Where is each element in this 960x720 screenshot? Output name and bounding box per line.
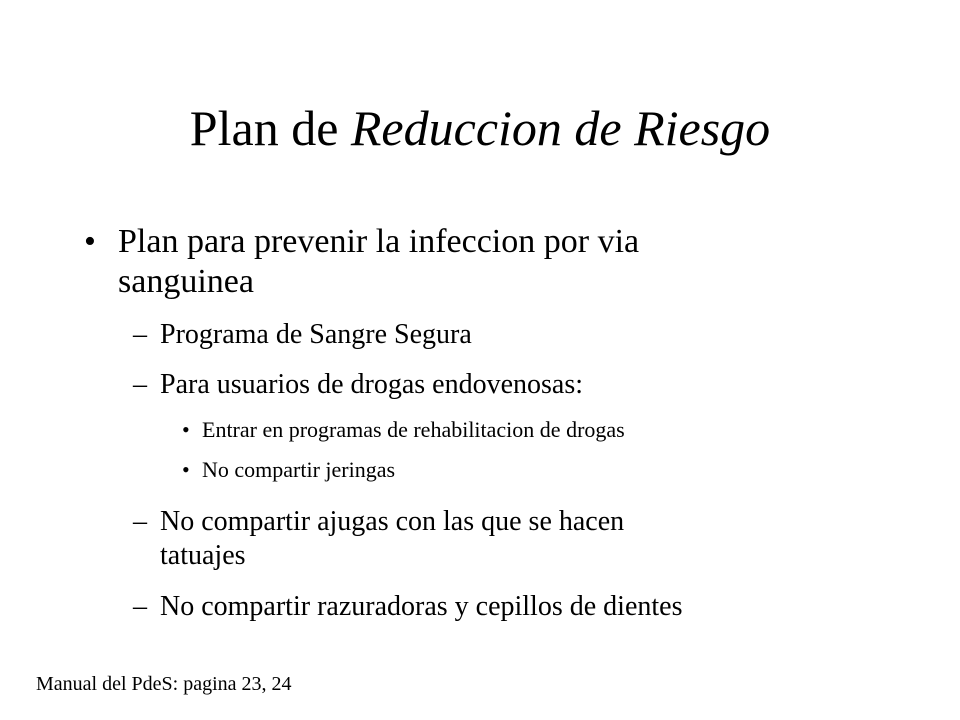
bullet-text-line: Plan para prevenir la infeccion por via <box>118 223 640 260</box>
sub-sub-bullet-text: Entrar en programas de rehabilitacion de drogas <box>202 417 625 442</box>
bullet-text-line: sanguinea <box>118 263 254 300</box>
slide-title-normal: Plan de <box>189 100 339 156</box>
bullet-marker: • <box>84 223 96 260</box>
sub-bullet-text: No compartir razuradoras y cepillos de dientes <box>160 591 683 622</box>
sub-sub-bullet-item <box>182 417 625 443</box>
sub-bullet-text: tatuajes <box>160 540 246 571</box>
sub-bullet-text: Programa de Sangre Segura <box>160 319 472 350</box>
slide-title <box>0 96 960 160</box>
slide-title-italic: Reduccion de Riesgo <box>350 100 771 156</box>
sub-bullet-item <box>133 590 683 624</box>
dash-marker: – <box>133 369 147 400</box>
sub-bullet-item <box>133 505 625 573</box>
sub-bullet-item <box>133 318 472 352</box>
dash-marker: – <box>133 319 147 350</box>
sub-bullet-text: No compartir ajugas con las que se hacen <box>160 506 625 537</box>
sub-bullet-item <box>133 368 584 402</box>
bullet-marker: • <box>182 457 190 482</box>
bullet-marker: • <box>182 417 190 442</box>
bullet-item <box>84 222 640 302</box>
sub-sub-bullet-text: No compartir jeringas <box>202 457 396 482</box>
sub-bullet-text: Para usuarios de drogas endovenosas: <box>160 369 584 400</box>
sub-sub-bullet-item <box>182 457 396 483</box>
dash-marker: – <box>133 591 147 622</box>
footer-reference: Manual del PdeS: pagina 23, 24 <box>36 673 292 695</box>
dash-marker: – <box>133 506 147 537</box>
